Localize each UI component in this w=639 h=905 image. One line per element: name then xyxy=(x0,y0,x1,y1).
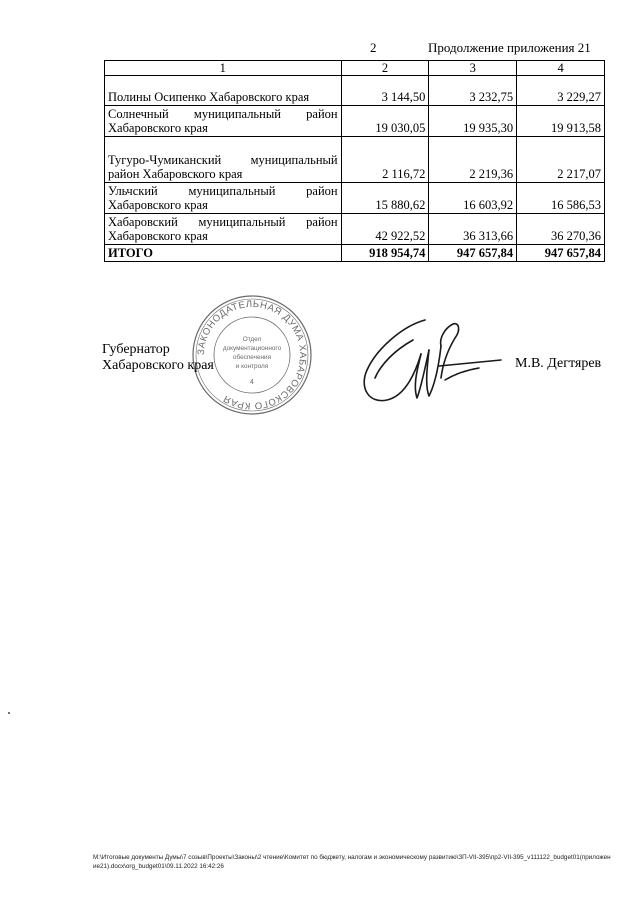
stamp-center-text: Отдел xyxy=(242,336,262,343)
value-cell: 36 313,66 xyxy=(429,214,517,245)
governor-title xyxy=(102,342,214,374)
value-cell: 42 922,52 xyxy=(341,214,429,245)
value-cell: 2 217,07 xyxy=(517,137,605,183)
total-row xyxy=(105,245,605,262)
budget-table xyxy=(104,60,605,262)
table-header-row xyxy=(105,61,605,76)
value-cell: 16 603,92 xyxy=(429,183,517,214)
table-row xyxy=(105,183,605,214)
district-name: Тугуро-Чумиканский муниципальный район Хабаровского края xyxy=(105,137,342,183)
value-cell: 3 229,27 xyxy=(517,76,605,106)
scan-dot xyxy=(8,712,10,714)
value-cell: 19 030,05 xyxy=(341,106,429,137)
signer-name: М.В. Дегтярев xyxy=(515,356,602,371)
value-cell: 36 270,36 xyxy=(517,214,605,245)
stamp-number: 4 xyxy=(250,379,254,386)
value-cell: 3 232,75 xyxy=(429,76,517,106)
handwritten-signature xyxy=(355,308,505,413)
value-cell: 15 880,62 xyxy=(341,183,429,214)
total-value: 947 657,84 xyxy=(429,245,517,262)
column-header: 1 xyxy=(105,61,342,76)
page-number: 2 xyxy=(370,40,377,55)
stamp-center-text: документационного xyxy=(222,345,282,352)
value-cell: 16 586,53 xyxy=(517,183,605,214)
value-cell: 2 219,36 xyxy=(429,137,517,183)
total-value: 918 954,74 xyxy=(341,245,429,262)
value-cell: 19 913,58 xyxy=(517,106,605,137)
table-row xyxy=(105,76,605,106)
value-cell: 19 935,30 xyxy=(429,106,517,137)
stamp-center-text: обеспечения xyxy=(232,354,272,361)
table-row xyxy=(105,106,605,137)
table-row xyxy=(105,214,605,245)
column-header: 4 xyxy=(517,61,605,76)
governor-title-line: Губернатор xyxy=(102,342,170,357)
total-value: 947 657,84 xyxy=(517,245,605,262)
total-label: ИТОГО xyxy=(105,245,342,262)
column-header: 2 xyxy=(341,61,429,76)
table-row xyxy=(105,137,605,183)
file-path-footer: M:\Итоговые документы Думы\7 созыв\Проекты\Законы\2 чтение\Комитет по бюджету, налогам и экономическому развитию\ЗП-VII-395\пр2-VII-395_v111122_budget01(приложение21).docx\org_budget01\09.11.2022 16:42:26 xyxy=(93,854,611,870)
district-name: Хабаровский муниципальный район Хабаровского края xyxy=(105,214,342,245)
district-name: Солнечный муниципальный район Хабаровского края xyxy=(105,106,342,137)
continuation-label: Продолжение приложения 21 xyxy=(428,40,591,55)
district-name: Ульчский муниципальный район Хабаровского края xyxy=(105,183,342,214)
column-header: 3 xyxy=(429,61,517,76)
stamp-center-text: и контроля xyxy=(235,363,269,370)
stamp-ring-text: ЗАКОНОДАТЕЛЬНАЯ ДУМА ХАБАРОВСКОГО КРАЯ xyxy=(195,298,309,412)
value-cell: 3 144,50 xyxy=(341,76,429,106)
value-cell: 2 116,72 xyxy=(341,137,429,183)
district-name: Полины Осипенко Хабаровского края xyxy=(105,76,342,106)
governor-title-line: Хабаровского края xyxy=(102,358,214,373)
